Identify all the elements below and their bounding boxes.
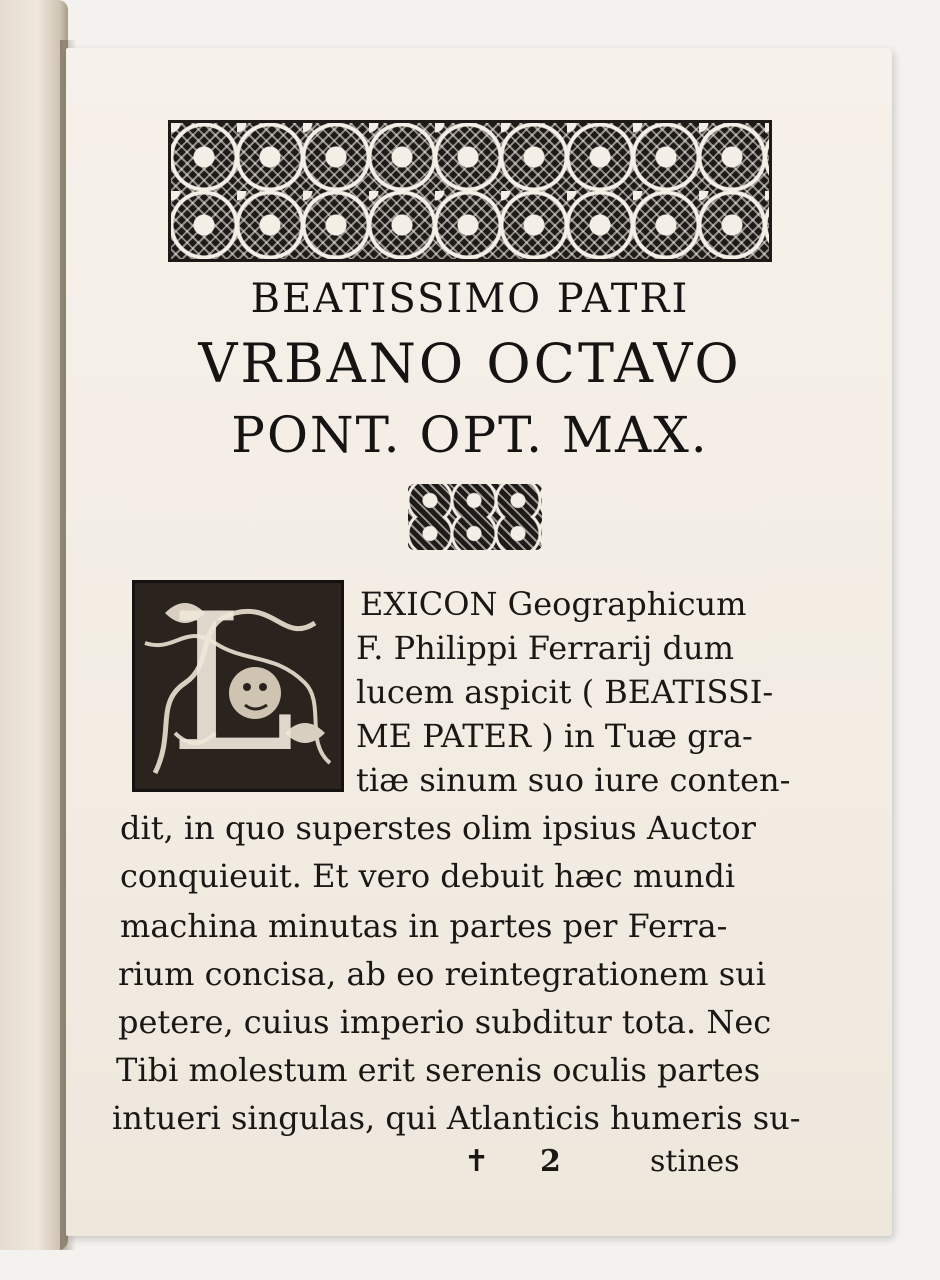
initial-letter: L: [169, 580, 296, 792]
text-line-7: conquieuit. Et vero debuit hæc mundi: [120, 857, 736, 895]
text-line-10: petere, cuius imperio subditur tota. Nec: [118, 1003, 772, 1041]
facing-page-edge: [0, 0, 68, 1250]
text-line-6: dit, in quo superstes olim ipsius Auctor: [120, 809, 756, 847]
text-line-12: intueri singulas, qui Atlanticis humeris su-: [112, 1099, 801, 1137]
heading-line-2: VRBANO OCTAVO: [198, 332, 742, 395]
text-line-3: lucem aspicit ( BEATISSI-: [356, 673, 774, 711]
text-line-1: EXICON Geographicum: [360, 585, 747, 623]
text-line-5: tiæ sinum suo iure conten-: [356, 761, 791, 799]
text-line-9: rium concisa, ab eo reintegrationem sui: [118, 955, 766, 993]
catchword: stines: [650, 1144, 740, 1179]
text-line-8: machina minutas in partes per Ferra-: [120, 907, 728, 945]
text-line-2: F. Philippi Ferrarij dum: [356, 629, 734, 667]
text-line-4: ME PATER ) in Tuæ gra-: [356, 717, 753, 755]
signature-mark: ✝: [464, 1144, 490, 1179]
heading-line-1: BEATISSIMO PATRI: [250, 276, 690, 322]
decorated-initial: [132, 580, 344, 792]
text-line-11: Tibi molestum erit serenis oculis partes: [116, 1051, 761, 1089]
heading-line-3: PONT. OPT. MAX.: [231, 406, 709, 464]
woodcut-headpiece: [168, 120, 772, 262]
page-number: 2: [540, 1144, 561, 1179]
woodcut-fleuron: [408, 484, 542, 550]
